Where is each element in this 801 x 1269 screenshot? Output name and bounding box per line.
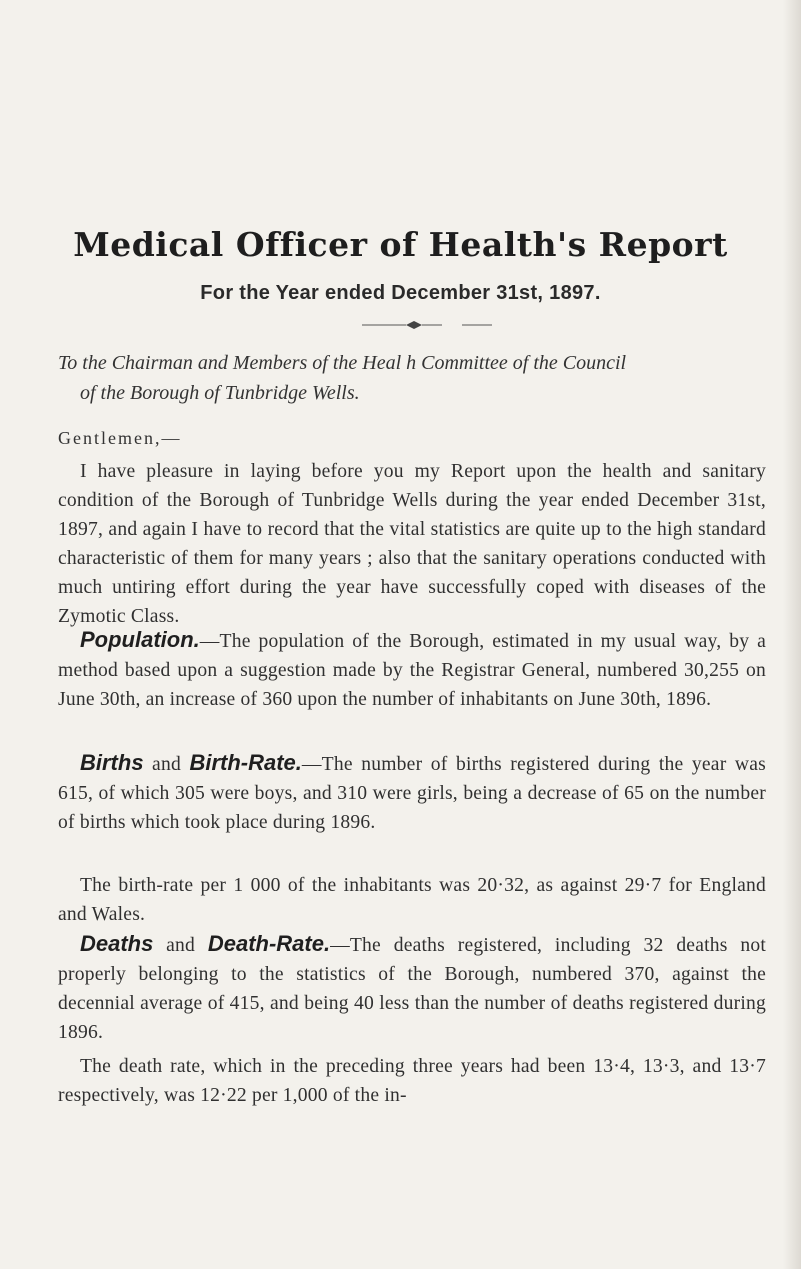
death-rate-paragraph: The death rate, which in the preceding three years had been 13·4, 13·3, and 13·7 respectively, was 12·22 per 1,000 of the in- <box>58 1056 766 1106</box>
population-paragraph <box>58 625 766 714</box>
deaths-text: —The deaths registered, including 32 deaths not properly belonging to the statistics of the Borough, numbered 370, against the decennial average of 415, and being 40 less than the number of deaths registered during 1896. <box>58 935 767 1043</box>
report-subtitle: For the Year ended December 31st, 1897. <box>200 282 601 304</box>
addressee-line-1: To the Chairman and Members of the Heal h Committee of the Council <box>58 352 627 374</box>
birth-rate-paragraph: The birth-rate per 1 000 of the inhabitants was 20·32, as against 29·7 for England and Wales. <box>58 875 766 925</box>
population-heading: Population. <box>80 627 200 652</box>
population-text: —The population of the Borough, estimated in my usual way, by a method based upon a suggestion made by the Registrar General, numbered 30,255 on June 30th, an increase of 360 upon the number of inhabitants on June 30th, 1896. <box>58 631 766 710</box>
addressee-line-2: of the Borough of Tunbridge Wells. <box>80 382 360 404</box>
deaths-heading: Deaths <box>80 931 154 956</box>
death-rate-heading: Death-Rate. <box>207 931 331 956</box>
birth-rate-heading: Birth-Rate. <box>189 750 302 775</box>
births-heading: Births <box>80 750 144 775</box>
births-connector: and <box>143 754 190 775</box>
page-edge-shadow <box>783 0 801 1269</box>
addressee <box>58 348 758 408</box>
intro-paragraph: I have pleasure in laying before you my Report upon the health and sanitary condition of the Borough of Tunbridge Wells during the year ended December 31st, 1897, and again I have to record that the vital statistics are quite up to the high standard characteristic of them for many years ; also that the sanitary operations conducted with much untiring effort during the year have successfully coped with diseases of the Zymotic Class. <box>58 461 766 627</box>
report-title: Medical Officer of Health's Report <box>73 225 728 264</box>
births-paragraph <box>58 748 766 837</box>
divider-ornament <box>362 320 492 330</box>
births-text: —The number of births registered during the year was 615, of which 305 were boys, and 310 were girls, being a decrease of 65 on the number of births which took place during 1896. <box>58 754 766 833</box>
salutation: Gentlemen,— <box>58 428 182 448</box>
deaths-connector: and <box>153 935 208 956</box>
deaths-paragraph <box>58 929 766 1047</box>
